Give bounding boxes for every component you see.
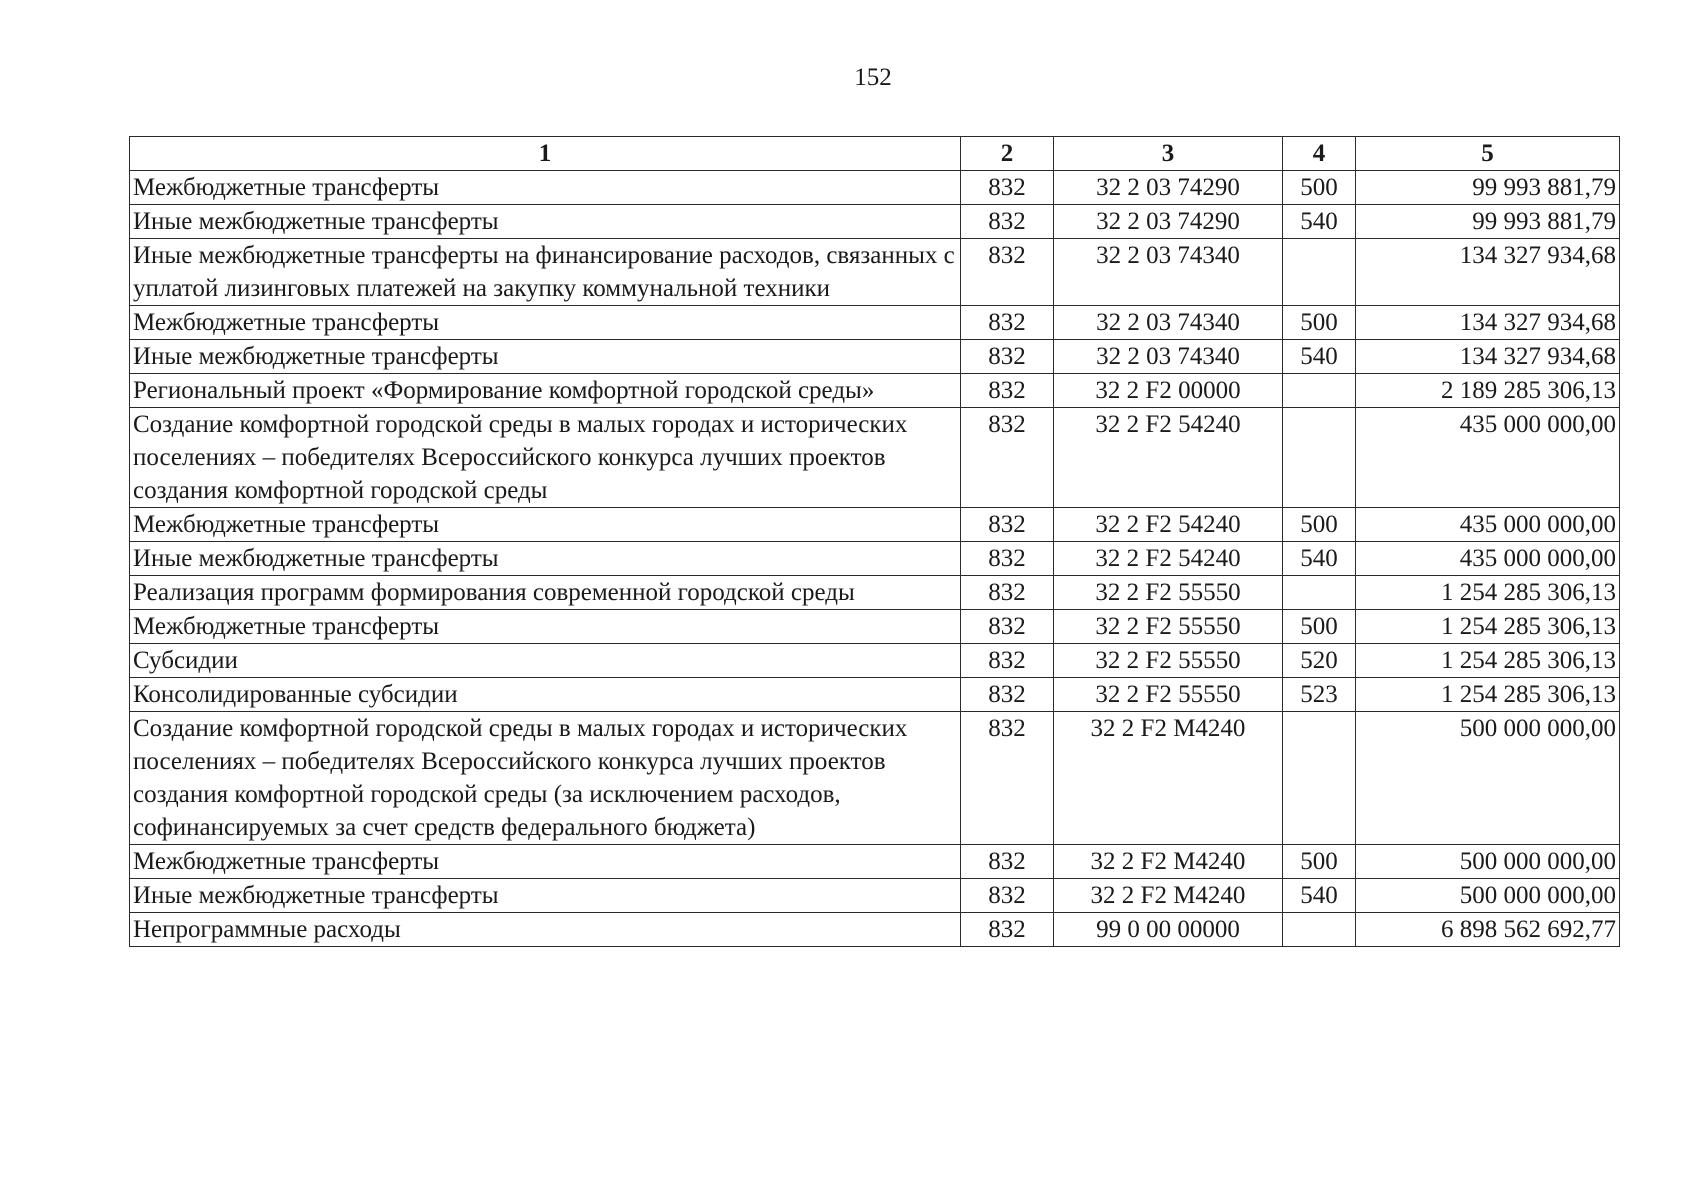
cell-ved-code: 832 [961, 408, 1054, 508]
cell-expense-type: 500 [1283, 610, 1356, 644]
table-row [130, 913, 1620, 947]
table-row [130, 205, 1620, 239]
cell-expense-type [1283, 913, 1356, 947]
cell-target-article: 32 2 F2 55550 [1054, 678, 1283, 712]
table-row [130, 610, 1620, 644]
cell-amount: 1 254 285 306,13 [1356, 678, 1620, 712]
cell-name: Создание комфортной городской среды в малых городах и исторических поселениях – победителях Всероссийского конкурса лучших проектов создания комфортной городской среды [130, 408, 961, 508]
cell-name: Субсидии [130, 644, 961, 678]
cell-name: Создание комфортной городской среды в малых городах и исторических поселениях – победителях Всероссийского конкурса лучших проектов создания комфортной городской среды (за исключением расходов, софинансируемых за счет средств федерального бюджета) [130, 712, 961, 845]
table-row [130, 644, 1620, 678]
page-number: 152 [854, 64, 892, 91]
cell-expense-type: 540 [1283, 879, 1356, 913]
cell-expense-type [1283, 576, 1356, 610]
cell-amount: 2 189 285 306,13 [1356, 374, 1620, 408]
cell-amount: 99 993 881,79 [1356, 205, 1620, 239]
cell-target-article: 32 2 F2 55550 [1054, 644, 1283, 678]
cell-target-article: 32 2 F2 54240 [1054, 508, 1283, 542]
cell-expense-type: 540 [1283, 542, 1356, 576]
cell-name: Региональный проект «Формирование комфортной городской среды» [130, 374, 961, 408]
cell-name: Межбюджетные трансферты [130, 306, 961, 340]
budget-table [129, 136, 1620, 947]
cell-amount: 134 327 934,68 [1356, 340, 1620, 374]
cell-name: Межбюджетные трансферты [130, 171, 961, 205]
cell-target-article: 32 2 F2 55550 [1054, 576, 1283, 610]
table-row [130, 171, 1620, 205]
cell-ved-code: 832 [961, 374, 1054, 408]
table-row [130, 542, 1620, 576]
cell-name: Межбюджетные трансферты [130, 508, 961, 542]
cell-name: Реализация программ формирования современной городской среды [130, 576, 961, 610]
cell-expense-type: 500 [1283, 845, 1356, 879]
cell-target-article: 32 2 F2 54240 [1054, 542, 1283, 576]
cell-expense-type: 523 [1283, 678, 1356, 712]
cell-expense-type: 520 [1283, 644, 1356, 678]
cell-ved-code: 832 [961, 712, 1054, 845]
cell-name: Иные межбюджетные трансферты [130, 205, 961, 239]
table-row [130, 340, 1620, 374]
cell-target-article: 32 2 03 74290 [1054, 171, 1283, 205]
header-col-2: 2 [961, 137, 1054, 171]
table-row [130, 374, 1620, 408]
cell-ved-code: 832 [961, 306, 1054, 340]
cell-ved-code: 832 [961, 845, 1054, 879]
cell-ved-code: 832 [961, 610, 1054, 644]
cell-amount: 1 254 285 306,13 [1356, 576, 1620, 610]
header-row [130, 137, 1620, 171]
cell-expense-type [1283, 239, 1356, 306]
cell-target-article: 32 2 F2 55550 [1054, 610, 1283, 644]
cell-target-article: 32 2 03 74340 [1054, 306, 1283, 340]
cell-amount: 500 000 000,00 [1356, 845, 1620, 879]
cell-ved-code: 832 [961, 239, 1054, 306]
header-col-3: 3 [1054, 137, 1283, 171]
table-header [130, 137, 1620, 171]
cell-expense-type [1283, 408, 1356, 508]
cell-amount: 435 000 000,00 [1356, 508, 1620, 542]
table-row [130, 576, 1620, 610]
cell-target-article: 32 2 F2 M4240 [1054, 845, 1283, 879]
cell-target-article: 32 2 03 74340 [1054, 239, 1283, 306]
cell-amount: 500 000 000,00 [1356, 879, 1620, 913]
cell-ved-code: 832 [961, 171, 1054, 205]
header-col-4: 4 [1283, 137, 1356, 171]
cell-amount: 1 254 285 306,13 [1356, 610, 1620, 644]
table-body [130, 171, 1620, 947]
table-row [130, 239, 1620, 306]
cell-name: Иные межбюджетные трансферты [130, 542, 961, 576]
table-row [130, 712, 1620, 845]
cell-target-article: 32 2 F2 M4240 [1054, 712, 1283, 845]
table-row [130, 306, 1620, 340]
cell-target-article: 32 2 F2 00000 [1054, 374, 1283, 408]
cell-name: Иные межбюджетные трансферты [130, 340, 961, 374]
cell-amount: 134 327 934,68 [1356, 306, 1620, 340]
header-col-5: 5 [1356, 137, 1620, 171]
table-row [130, 879, 1620, 913]
cell-ved-code: 832 [961, 542, 1054, 576]
cell-name: Непрограммные расходы [130, 913, 961, 947]
cell-name: Иные межбюджетные трансферты [130, 879, 961, 913]
cell-amount: 500 000 000,00 [1356, 712, 1620, 845]
cell-amount: 435 000 000,00 [1356, 408, 1620, 508]
cell-target-article: 32 2 F2 54240 [1054, 408, 1283, 508]
cell-expense-type: 540 [1283, 205, 1356, 239]
cell-ved-code: 832 [961, 508, 1054, 542]
cell-amount: 6 898 562 692,77 [1356, 913, 1620, 947]
cell-name: Межбюджетные трансферты [130, 610, 961, 644]
cell-amount: 435 000 000,00 [1356, 542, 1620, 576]
cell-ved-code: 832 [961, 205, 1054, 239]
cell-target-article: 99 0 00 00000 [1054, 913, 1283, 947]
cell-expense-type: 500 [1283, 508, 1356, 542]
cell-target-article: 32 2 F2 M4240 [1054, 879, 1283, 913]
cell-name: Иные межбюджетные трансферты на финансирование расходов, связанных с уплатой лизинговых платежей на закупку коммунальной техники [130, 239, 961, 306]
cell-expense-type [1283, 374, 1356, 408]
cell-expense-type: 540 [1283, 340, 1356, 374]
cell-expense-type: 500 [1283, 306, 1356, 340]
cell-amount: 1 254 285 306,13 [1356, 644, 1620, 678]
table-row [130, 678, 1620, 712]
cell-name: Консолидированные субсидии [130, 678, 961, 712]
cell-ved-code: 832 [961, 576, 1054, 610]
cell-ved-code: 832 [961, 340, 1054, 374]
cell-target-article: 32 2 03 74340 [1054, 340, 1283, 374]
cell-expense-type [1283, 712, 1356, 845]
cell-expense-type: 500 [1283, 171, 1356, 205]
cell-ved-code: 832 [961, 913, 1054, 947]
cell-target-article: 32 2 03 74290 [1054, 205, 1283, 239]
table-row [130, 845, 1620, 879]
cell-amount: 134 327 934,68 [1356, 239, 1620, 306]
cell-ved-code: 832 [961, 879, 1054, 913]
cell-ved-code: 832 [961, 678, 1054, 712]
cell-name: Межбюджетные трансферты [130, 845, 961, 879]
cell-ved-code: 832 [961, 644, 1054, 678]
table-row [130, 408, 1620, 508]
header-col-1: 1 [130, 137, 961, 171]
cell-amount: 99 993 881,79 [1356, 171, 1620, 205]
table-row [130, 508, 1620, 542]
